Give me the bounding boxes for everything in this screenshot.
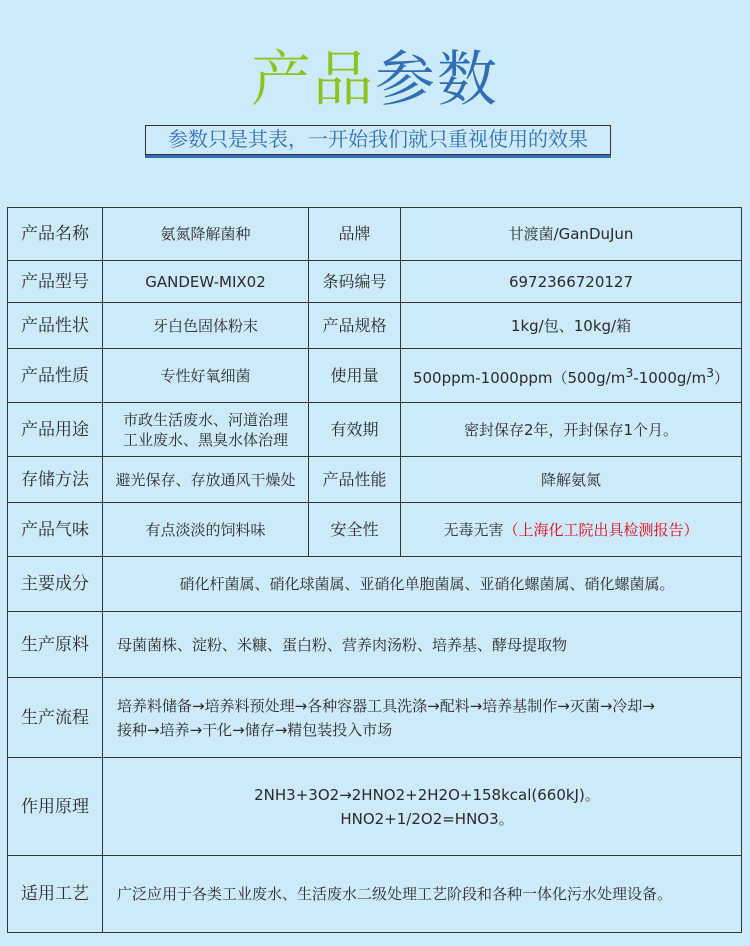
table-row: [8, 856, 742, 933]
spec-label: 产品规格: [309, 303, 401, 349]
validity-value: 密封保存2年，开封保存1个月。: [401, 403, 742, 457]
subtitle-underline: [145, 155, 611, 158]
principle-value: 2NH3+3O2→2HNO2+2H2O+158kcal(660kJ)。 HNO2+1/2O2=HNO3。: [103, 758, 742, 856]
dosage-value: $500ppm-1000ppm(500g/m^3-1000g/m^3)$: [401, 349, 742, 403]
table-row: [8, 457, 742, 503]
title-part-product: 产品: [251, 45, 375, 115]
storage-value: 避光保存、存放通风干燥处: [103, 457, 309, 503]
table-row: [8, 303, 742, 349]
performance-label: 产品性能: [309, 457, 401, 503]
table-row: [8, 349, 742, 403]
use-value: 市政生活废水、河道治理 工业废水、黑臭水体治理: [103, 403, 309, 457]
table-row: [8, 612, 742, 678]
nature-label: 产品性质: [8, 349, 103, 403]
table-row: [8, 503, 742, 557]
subtitle-banner: [145, 125, 611, 155]
components-value: 硝化杆菌属、硝化球菌属、亚硝化单胞菌属、亚硝化螺菌属、硝化螺菌属。: [103, 557, 742, 612]
table-row: [8, 678, 742, 758]
safety-note: （上海化工院出具检测报告）: [503, 520, 699, 539]
storage-label: 存储方法: [8, 457, 103, 503]
brand-value: 甘渡菌/GanDuJun: [401, 208, 742, 261]
barcode-label: 条码编号: [309, 261, 401, 303]
barcode-value: 6972366720127: [401, 261, 742, 303]
process-label: 生产流程: [8, 678, 103, 758]
model-value: GANDEW-MIX02: [103, 261, 309, 303]
table-row: [8, 261, 742, 303]
smell-label: 产品气味: [8, 503, 103, 557]
form-value: 牙白色固体粉末: [103, 303, 309, 349]
form-label: 产品性状: [8, 303, 103, 349]
materials-label: 生产原料: [8, 612, 103, 678]
use-label: 产品用途: [8, 403, 103, 457]
smell-value: 有点淡淡的饲料味: [103, 503, 309, 557]
spec-value: 1kg/包、10kg/箱: [401, 303, 742, 349]
table-row: [8, 557, 742, 612]
safety-label: 安全性: [309, 503, 401, 557]
components-label: 主要成分: [8, 557, 103, 612]
spec-table: [7, 207, 742, 933]
application-label: 适用工艺: [8, 856, 103, 933]
principle-label: 作用原理: [8, 758, 103, 856]
page-title: [0, 40, 750, 120]
safety-value: 无毒无害（上海化工院出具检测报告）: [401, 503, 742, 557]
performance-value: 降解氨氮: [401, 457, 742, 503]
application-value: 广泛应用于各类工业废水、生活废水二级处理工艺阶段和各种一体化污水处理设备。: [103, 856, 742, 933]
model-label: 产品型号: [8, 261, 103, 303]
product-name-value: 氨氮降解菌种: [103, 208, 309, 261]
process-value: 培养料储备→培养料预处理→各种容器工具洗涤→配料→培养基制作→灭菌→冷却→ 接种→培养→干化→储存→精包装投入市场: [103, 678, 742, 758]
subtitle-text: 参数只是其表，一开始我们就只重视使用的效果: [168, 127, 588, 151]
brand-label: 品牌: [309, 208, 401, 261]
materials-value: 母菌菌株、淀粉、米糠、蛋白粉、营养肉汤粉、培养基、酵母提取物: [103, 612, 742, 678]
dosage-label: 使用量: [309, 349, 401, 403]
validity-label: 有效期: [309, 403, 401, 457]
title-part-params: 参数: [375, 45, 499, 115]
product-name-label: 产品名称: [8, 208, 103, 261]
table-row: [8, 208, 742, 261]
nature-value: 专性好氧细菌: [103, 349, 309, 403]
table-row: [8, 403, 742, 457]
table-row: [8, 758, 742, 856]
